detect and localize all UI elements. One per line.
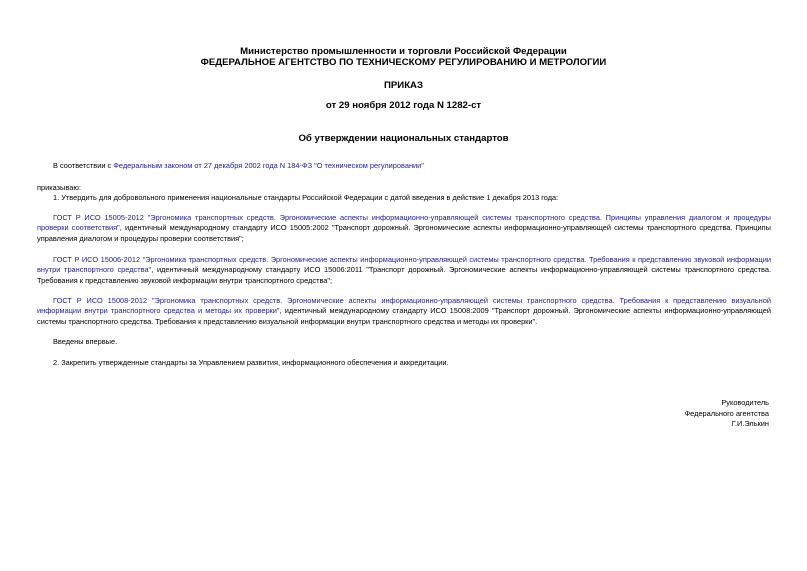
standard-item-3 [37, 296, 771, 327]
preamble-prefix: В соответствии с [53, 161, 114, 170]
standard-text-2: , идентичный международному стандарту ИСО 15006:2011 "Транспорт дорожный. Эргономические аспекты информационно-управляющей системы транспортного средства. Требования к представлению звуковой информации внутри транспортного средства"; [37, 265, 771, 285]
signature-title-1: Руководитель [721, 398, 769, 407]
signature-name: Г.И.Элькин [731, 419, 769, 428]
item-2: 2. Закрепить утвержденные стандарты за Управлением развития, информационного обеспечения и аккредитации. [53, 358, 449, 367]
order-date-number: от 29 ноября 2012 года N 1282-ст [325, 100, 482, 111]
standard-link-1[interactable]: ГОСТ Р ИСО 15005-2012 "Эргономика транспортных средств. Эргономические аспекты информационно-управляющей системы транспортного средства. Принципы управления диалогом и процедуры проверки соответствия" [37, 213, 771, 233]
signature-block [685, 398, 769, 430]
ministry-title: Министерство промышленности и торговли Российской Федерации [240, 46, 567, 57]
standard-item-2 [37, 255, 771, 286]
agency-title: ФЕДЕРАЛЬНОЕ АГЕНТСТВО ПО ТЕХНИЧЕСКОМУ РЕГУЛИРОВАНИЮ И МЕТРОЛОГИИ [200, 57, 607, 68]
standard-text-1: , идентичный международному стандарту ИСО 15005:2002 "Транспорт дорожный. Эргономические аспекты информационно-управляющей системы транспортного средства. Принципы управления диалогом и процедуры проверки соответствия"; [37, 223, 771, 243]
item-1: 1. Утвердить для добровольного применения национальные стандарты Российской Федерации с датой введения в действие 1 декабря 2013 года: [53, 193, 559, 202]
signature-title-2: Федерального агентства [684, 408, 769, 418]
standard-text-3: , идентичный международному стандарту ИСО 15008:2009 "Транспорт дорожный. Эргономические аспекты информационно-управляющей системы транспортного средства. Требования к представлению визуальной информации внутри транспортного средства и методы их проверки". [37, 306, 772, 326]
doc-type-title: ПРИКАЗ [384, 80, 423, 91]
standard-link-2[interactable]: ГОСТ Р ИСО 15006-2012 "Эргономика транспортных средств. Эргономические аспекты информационно-управляющей системы транспортного средства. Требования к представлению звуковой информации внутри транспортного средства" [37, 255, 771, 275]
law-link[interactable]: Федеральным законом от 27 декабря 2002 года N 184-ФЗ "О техническом регулировании" [113, 161, 424, 170]
preamble [37, 161, 771, 171]
standard-link-3[interactable]: ГОСТ Р ИСО 15008-2012 "Эргономика транспортных средств. Эргономические аспекты информационно-управляющей системы транспортного средства. Требования к представлению визуальной информации внутри транспортного средства и методы их проверки" [37, 296, 771, 316]
introduced-note: Введены впервые. [53, 337, 118, 346]
standard-item-1 [37, 213, 771, 244]
order-subject: Об утверждении национальных стандартов [298, 133, 509, 144]
order-word: приказываю: [37, 183, 81, 192]
